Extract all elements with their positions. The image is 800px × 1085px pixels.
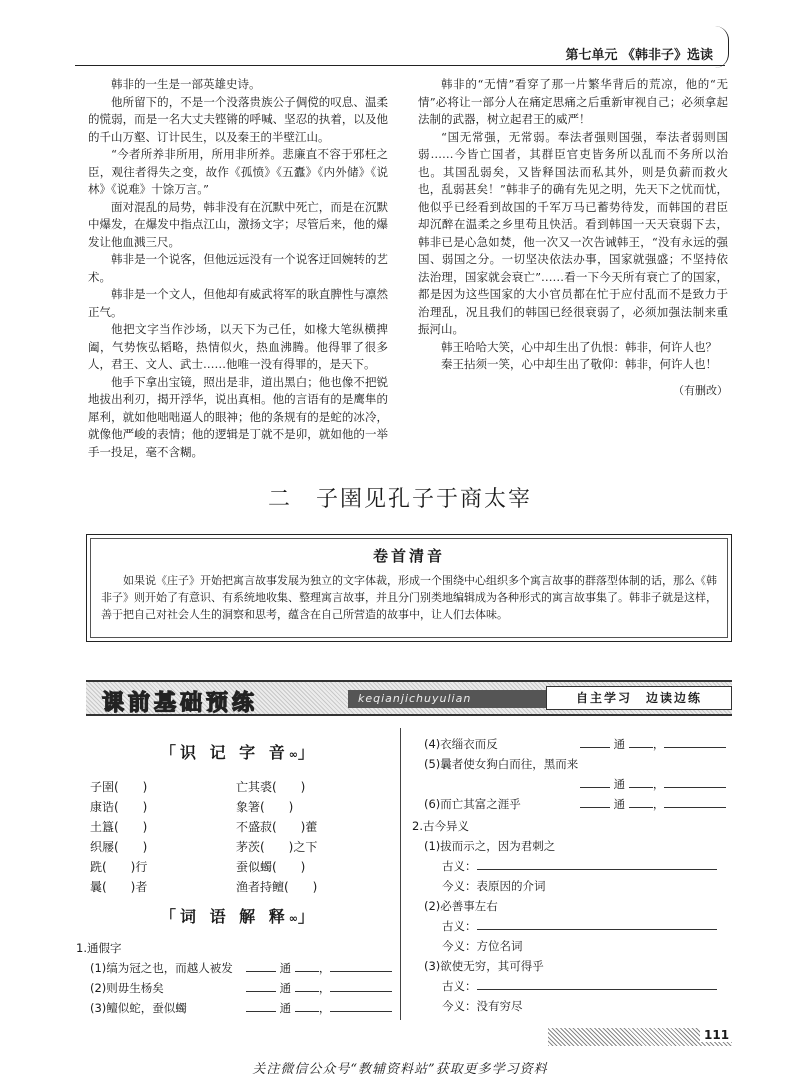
paragraph: 他所留下的，不是一个没落贵族公子倜傥的叹息、温柔的慌弱，而是一名大丈夫铿锵的呼喊、坚忍的执着，以及他的千山万壑、订计民生，以及秦王的半壁江山。 (88, 94, 388, 144)
question-item: (1)拔而示之，因为君刺之 (424, 839, 556, 853)
question-item: (2)则毋生杨矣 (90, 981, 164, 995)
answer-line[interactable]: 通 ， (246, 960, 392, 976)
modern-meaning: 今义：表原因的介词 (442, 879, 546, 893)
question-item: (6)而亡其富之涯乎 (424, 797, 521, 811)
paragraph: “国无常强，无常弱。奉法者强则国强，奉法者弱则国弱……今皆亡国者，其群臣官吏皆务所以乱而不务所以治也。其国乱弱矣，又皆释国法而私其外，则是负薪而救火也，乱弱甚矣！”韩非子的确有先见之明，先天下之忧而忧，他似乎已经看到故国的千军万马已蓄势待发，而韩国的君臣却沉醉在温柔之乡里苟且快活。看到韩国一天天衰弱下去，韩非已是心急如焚，他一次又一次告诫韩王，“没有永远的强国、弱国之分。一切坚决依法办事，国家就强盛；不坚持依法治理，国家就会衰亡”……看一下今天所有衰亡了的国家，都是因为这些国家的大小官员都在忙于应付乱而不是致力于治理乱，况且我们的韩国已经很衰弱了，必须加强法制来重振河山。 (418, 129, 728, 336)
pron-item: 跣( )行 (90, 860, 148, 874)
pron-item: 蚕似蠋( ) (236, 860, 306, 874)
banner-title: 课前基础预练 (102, 691, 259, 716)
banner-pinyin: keqianjichuyulian (348, 690, 568, 708)
section-title: 二 子圉见孔子于商太宰 (267, 487, 532, 512)
pron-item: 康诰( ) (90, 800, 148, 814)
right-text-column (418, 76, 728, 399)
header-text: 第七单元 《韩非子》选读 (565, 48, 713, 63)
pron-item: 亡其裘( ) (236, 780, 306, 794)
intro-box-text: 如果说《庄子》开始把寓言故事发展为独立的文字体裁，形成一个围绕中心组织多个寓言故事的群落型体制的话，那么《韩非子》则开始了有意识、有系统地收集、整理寓言故事，并且分门别类地编辑成为各种形式的寓言故事集了。韩非子就是这样，善于把自己对社会人生的洞察和思考，蕴含在自己所营造的故事中，让人们去体味。 (101, 574, 717, 621)
paragraph: 面对混乱的局势，韩非没有在沉默中死亡，而是在沉默中爆发，在爆发中指点江山，激扬文字；尽管后来，他的爆发让他血溅三尺。 (88, 199, 388, 249)
column-divider (400, 728, 401, 1020)
paragraph: 韩非是一个说客，但他远远没有一个说客迂回婉转的艺术。 (88, 252, 388, 284)
pron-item: 织屦( ) (90, 840, 148, 854)
answer-line[interactable]: 通 ， (246, 980, 392, 996)
question-heading: 2.古今异义 (412, 819, 469, 833)
banner-tag: 自主学习 边读边练 (546, 686, 732, 710)
pron-item: 象箸( ) (236, 800, 294, 814)
intro-box-title: 卷首清音 (372, 547, 445, 565)
pron-item: 子圉( ) (90, 780, 148, 794)
question-item: (5)曩者使女狗白而往，黑而来 (424, 757, 579, 771)
question-item: (3)鳣似蛇，蚕似蠋 (90, 1001, 187, 1015)
paragraph: 韩非的“无情”看穿了那一片繁华背后的荒凉，他的“无情”必将让一部分人在痛定思痛之后重新审视自己；必须拿起法制的武器，树立起君王的威严！ (418, 77, 728, 126)
page-number: 111 (700, 1028, 733, 1042)
pron-item: 曩( )者 (90, 880, 148, 894)
question-item: (4)衣缁衣而反 (424, 737, 498, 751)
pron-item: 不盛菽( )藿 (236, 820, 318, 834)
answer-line[interactable]: 通 ， (580, 776, 726, 792)
answer-line[interactable]: 古义： (442, 858, 717, 874)
vocabulary-title: 词 语 解 释 (180, 907, 289, 926)
pron-item: 土簋( ) (90, 820, 148, 834)
pron-item: 渔者持鳣( ) (236, 880, 318, 894)
infinity-icon: ∞ (288, 748, 298, 761)
header-bracket-decoration (715, 26, 729, 68)
vocabulary-heading: 「词 语 解 释∞」 (160, 907, 318, 926)
question-item: (3)欲使无穷，其可得乎 (424, 959, 544, 973)
modern-meaning: 今义：方位名词 (442, 939, 523, 953)
intro-box (86, 534, 732, 642)
paragraph: 韩王哈哈大笑，心中却生出了仇恨：韩非，何许人也？ (441, 339, 717, 354)
answer-line[interactable]: 古义： (442, 978, 717, 994)
question-heading: 1.通假字 (76, 941, 122, 955)
modern-meaning: 今义：没有穷尽 (442, 999, 523, 1013)
source-credit: （有删改） (673, 383, 728, 397)
pron-item: 茅茨( )之下 (236, 840, 318, 854)
left-text-column (88, 76, 388, 461)
paragraph: 秦王拈须一笑，心中却生出了敬仰：韩非，何许人也！ (441, 357, 717, 371)
answer-line[interactable]: 古义： (442, 918, 717, 934)
paragraph: 他把文字当作沙场，以天下为己任，如椽大笔纵横捭阖，气势恢弘韬略，热情似火，热血沸腾。他得罪了很多人，君王、文人、武士……他唯一没有得罪的，是天下。 (88, 322, 388, 371)
bottom-note: 关注微信公众号“教辅资料站”获取更多学习资料 (252, 1062, 548, 1077)
paragraph: 韩非的一生是一部英雄史诗。 (111, 77, 261, 91)
question-item: (1)缟为冠之也，而越人被发 (90, 961, 233, 975)
pronunciation-title: 识 记 字 音 (180, 743, 289, 762)
exercise-banner (86, 680, 732, 716)
paragraph: 韩非是一个文人，但他却有威武将军的耿直脾性与凛然正气。 (88, 287, 388, 319)
question-item: (2)必善事左右 (424, 899, 498, 913)
answer-line[interactable]: 通 ， (246, 1000, 392, 1016)
answer-line[interactable]: 通 ， (580, 796, 726, 812)
paragraph: 他手下拿出宝镜，照出是非，道出黑白；他也像不把锐地拔出利刃，揭开浮华，说出真相。他的言语有的是鹰隼的犀利，就如他咄咄逼人的眼神；他的条规有的是蛇的冰冷，就像他严峻的表情；他的逻辑是丁就不是卯，就如他的一举手一投足，毫不含糊。 (88, 374, 388, 459)
paragraph: “今者所养非所用，所用非所养。悲廉直不容于邪枉之臣，观往者得失之变，故作《孤愤》《五蠹》《内外储》《说林》《说难》十馀万言。” (88, 147, 388, 196)
answer-line[interactable]: 通 ， (580, 736, 726, 752)
page-header (75, 40, 725, 66)
pronunciation-heading: 「识 记 字 音∞」 (160, 743, 318, 762)
infinity-icon: ∞ (288, 912, 298, 925)
